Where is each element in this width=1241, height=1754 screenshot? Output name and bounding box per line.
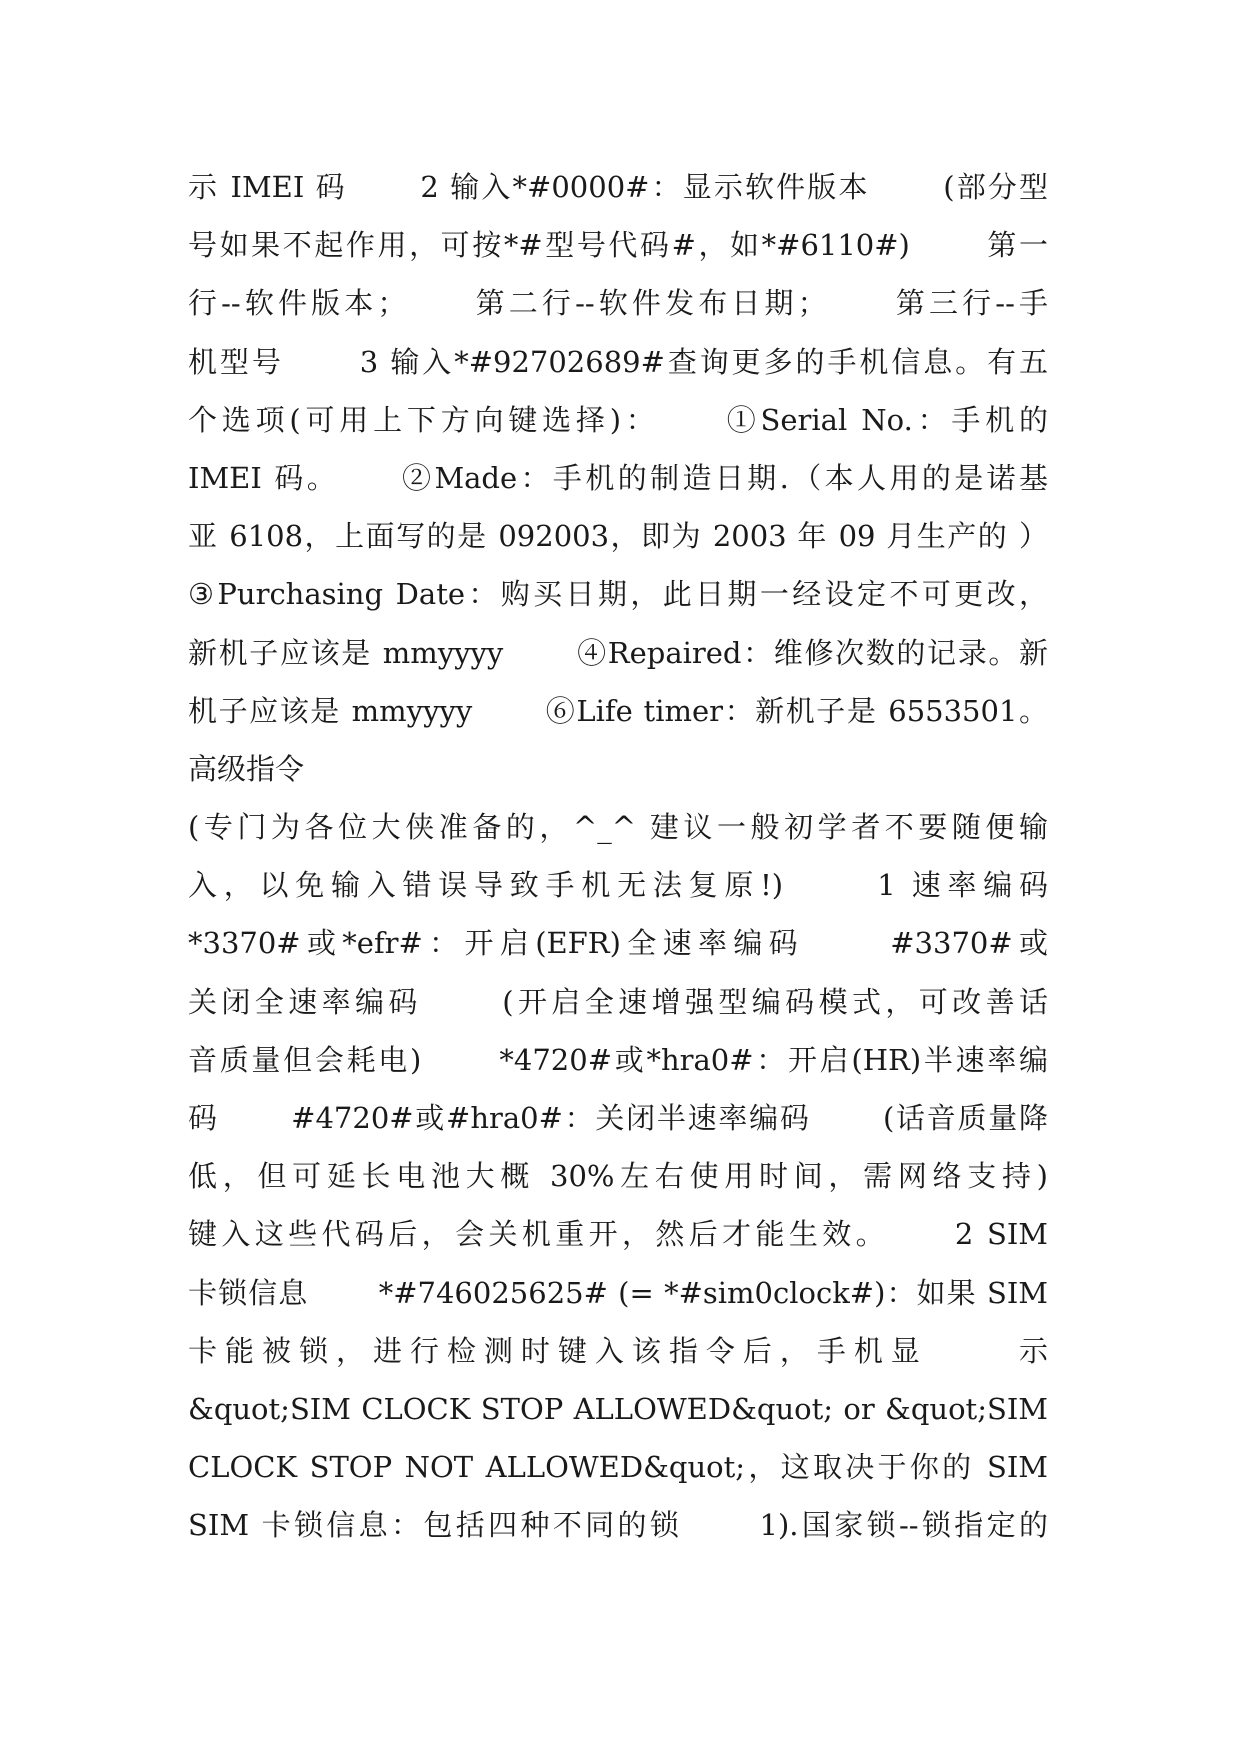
- text-line: 号如果不起作用，可按*#型号代码#，如*#6110#) 第一: [188, 228, 1048, 263]
- text-line: 音质量但会耗电) *4720#或*hra0#：开启(HR)半速率编: [188, 1042, 1048, 1077]
- document-body: [188, 158, 1048, 1555]
- text-line: 键入这些代码后，会关机重开，然后才能生效。 2 SIM: [188, 1217, 1048, 1252]
- text-line: 亚 6108，上面写的是 092003，即为 2003 年 09 月生产的 ）: [188, 519, 1048, 554]
- text-line: (专门为各位大侠准备的，^_^ 建议一般初学者不要随便输: [188, 810, 1048, 845]
- text-line: 高级指令: [188, 751, 305, 786]
- text-line: 码 #4720#或#hra0#：关闭半速率编码 (话音质量降: [188, 1101, 1048, 1135]
- text-line: 关闭全速率编码 (开启全速增强型编码模式，可改善话: [188, 984, 1048, 1019]
- text-line: ③Purchasing Date：购买日期，此日期一经设定不可更改，: [188, 577, 1048, 612]
- text-line: SIM 卡锁信息：包括四种不同的锁 1).国家锁--锁指定的: [188, 1508, 1048, 1543]
- text-line: 机子应该是 mmyyyy ⑥Life timer：新机子是 6553501。: [188, 693, 1048, 728]
- text-line: 卡锁信息 *#746025625# (= *#sim0clock#)：如果 SIM: [188, 1275, 1048, 1310]
- text-line: 机型号 3 输入*#92702689#查询更多的手机信息。有五: [188, 344, 1048, 379]
- text-line: 示 IMEI 码 2 输入*#0000#：显示软件版本 (部分型: [188, 170, 1048, 204]
- text-line: 新机子应该是 mmyyyy ④Repaired：维修次数的记录。新: [188, 635, 1048, 670]
- text-line: 行--软件版本； 第二行--软件发布日期； 第三行--手: [188, 286, 1048, 321]
- text-line: *3370#或*efr#：开启(EFR)全速率编码 #3370#或: [188, 926, 1048, 961]
- text-line: &quot;SIM CLOCK STOP ALLOWED&quot; or &quot;SIM: [188, 1391, 1048, 1426]
- text-line: 卡能被锁，进行检测时键入该指令后，手机显 示: [188, 1333, 1048, 1368]
- text-line: 个选项(可用上下方向键选择)： ①Serial No.：手机的: [188, 402, 1048, 437]
- text-line: 入，以免输入错误导致手机无法复原!) 1 速率编码: [188, 868, 1048, 903]
- text-line: 低，但可延长电池大概 30%左右使用时间，需网络支持): [188, 1159, 1048, 1194]
- text-line: CLOCK STOP NOT ALLOWED&quot;，这取决于你的 SIM: [188, 1450, 1048, 1485]
- text-line: IMEI 码。 ②Made：手机的制造日期.（本人用的是诺基: [188, 460, 1048, 495]
